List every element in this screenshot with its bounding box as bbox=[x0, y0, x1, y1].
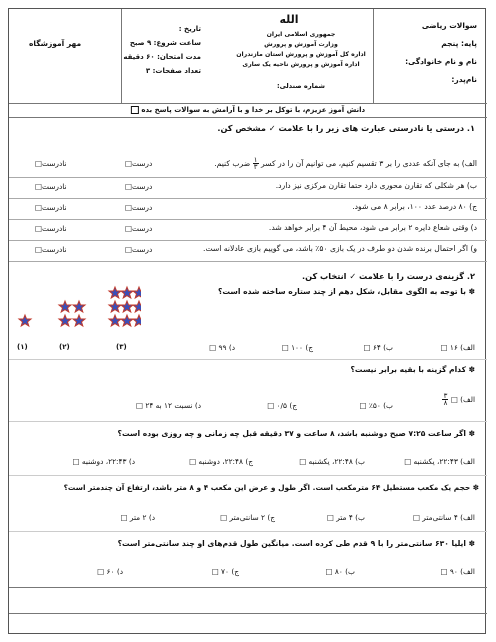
q2-title: ۲. گزینه‌ی درست را با علامت ✓ انتخاب کن. bbox=[301, 271, 475, 281]
option-a[interactable]: الف) ۴ سانتی‌متر □ bbox=[412, 513, 475, 522]
q1-item-text: ج) ۸۰ درصد عدد ۱۰۰، برابر ۸ می شود. bbox=[352, 202, 477, 211]
true-checkbox[interactable]: درست□ bbox=[125, 203, 153, 212]
star-icon bbox=[19, 315, 31, 326]
student-name-field: نام و نام خانوادگی: bbox=[405, 57, 477, 66]
emblem-icon: الله bbox=[279, 13, 299, 26]
q1-row bbox=[9, 151, 487, 178]
grade-label: پایه: پنجم bbox=[441, 39, 477, 48]
star-icon bbox=[121, 287, 133, 298]
option-d[interactable]: د) ۲ متر □ bbox=[120, 513, 155, 522]
q1-title: ۱. درستی یا نادرستی عبارت های زیر را با علامت ✓ مشخص کن. bbox=[217, 123, 475, 133]
page-count: تعداد صفحات: ۳ bbox=[145, 67, 201, 75]
option-b[interactable]: ب) ۲۲:۴۸، یکشنبه □ bbox=[299, 457, 365, 466]
header-line: وزارت آموزش و پرورش bbox=[264, 41, 338, 48]
fraction: $\frac{۳}{۸}$ bbox=[443, 392, 448, 408]
option-a[interactable]: الف) ۲۲:۴۳، یکشنبه □ bbox=[404, 457, 475, 466]
option-d[interactable]: د) ۲۲:۴۳، دوشنبه □ bbox=[72, 457, 135, 466]
star-pattern bbox=[11, 281, 141, 351]
header-line: جمهوری اسلامی ایران bbox=[266, 31, 336, 38]
exam-duration: مدت امتحان: ۶۰ دقیقه bbox=[123, 53, 201, 61]
option-a[interactable]: الف) ۱۶ □ bbox=[440, 343, 475, 352]
star-icon bbox=[109, 287, 121, 298]
option-c[interactable]: ج) ۲ سانتی‌متر □ bbox=[220, 513, 275, 522]
star-icon bbox=[73, 301, 85, 312]
option-b[interactable]: ب) ۸۰ □ bbox=[325, 567, 355, 576]
option-a[interactable]: الف) □ $\frac{۳}{۸}$ bbox=[443, 392, 475, 408]
q1-row bbox=[9, 219, 487, 241]
subject-label: سوالات ریاضی bbox=[421, 21, 477, 30]
option-c[interactable]: ج) ۱۰۰ □ bbox=[281, 343, 313, 352]
star-icon bbox=[121, 315, 133, 326]
star-icon bbox=[133, 301, 141, 312]
star-icon bbox=[133, 315, 141, 326]
q1-item-text: د) وقتی شعاع دایره ۲ برابر می شود، محیط آن ۴ برابر خواهد شد. bbox=[268, 223, 477, 232]
true-checkbox[interactable]: درست□ bbox=[125, 159, 153, 168]
false-checkbox[interactable]: نادرست□ bbox=[35, 245, 67, 254]
seat-number-field: شماره صندلی: bbox=[276, 82, 326, 90]
divider bbox=[9, 613, 487, 614]
q1-row bbox=[9, 177, 487, 199]
start-time: ساعت شروع: ۹ صبح bbox=[129, 39, 201, 47]
divider bbox=[9, 421, 487, 422]
header-divider bbox=[121, 9, 122, 103]
false-checkbox[interactable]: نادرست□ bbox=[35, 224, 67, 233]
divider bbox=[9, 359, 487, 360]
header-divider bbox=[373, 9, 374, 103]
true-checkbox[interactable]: درست□ bbox=[125, 182, 153, 191]
star-icon bbox=[133, 287, 141, 298]
q1-item-text: الف) به جای آنکه عددی را بر ۳ تقسیم کنیم، می توانیم آن را در کسر $\frac{۱}{۳}$ ضرب کنیم. bbox=[214, 156, 477, 172]
star-icon bbox=[109, 315, 121, 326]
checkbox-icon bbox=[131, 106, 139, 114]
false-checkbox[interactable]: نادرست□ bbox=[35, 203, 67, 212]
star-icon bbox=[59, 315, 71, 326]
option-d[interactable]: د) ۹۹ □ bbox=[209, 343, 235, 352]
pattern-label: (۳) bbox=[116, 343, 127, 351]
q2-sub-question: ✽ حجم یک مکعب مستطیل ۶۴ مترمکعب است. اگر طول و عرض این مکعب ۴ و ۸ متر باشد، ارتفاع آن چندمتر است؟ bbox=[63, 483, 479, 492]
q1-item-text: و) اگر احتمال برنده شدن دو طرف در یک بازی ۵۰٪ باشد، می گوییم بازی عادلانه است. bbox=[203, 244, 477, 253]
star-icon bbox=[121, 301, 133, 312]
star-icon bbox=[109, 301, 121, 312]
divider bbox=[9, 531, 487, 532]
date-field: تاریخ : bbox=[178, 25, 201, 33]
school-seal-label: مهر آموزشگاه bbox=[29, 39, 82, 48]
q1-row bbox=[9, 240, 487, 262]
q2-sub-question: ✽ ایلیا ۶۳۰ سانتی‌متر را با ۹ قدم طی کرده است. میانگین طول قدم‌های او چند سانتی‌متر است؟ bbox=[117, 539, 475, 548]
header-line: اداره کل آموزش و پرورش استان مازندران bbox=[236, 51, 366, 58]
option-c[interactable]: ج) ۰/۵ □ bbox=[267, 401, 297, 410]
father-name-field: نام‌پدر: bbox=[451, 75, 477, 84]
pattern-label: (۱) bbox=[17, 343, 28, 351]
q1-item-text: ب) هر شکلی که تقارن محوری دارد حتما تقارن مرکزی نیز دارد. bbox=[275, 181, 477, 190]
true-checkbox[interactable]: درست□ bbox=[125, 224, 153, 233]
option-d[interactable]: د) نسبت ۱۲ به ۲۴ □ bbox=[136, 401, 201, 410]
star-icon bbox=[59, 301, 71, 312]
q1-row bbox=[9, 198, 487, 220]
q2-sub-question: ✽ اگر ساعت ۷:۲۵ صبح دوشنبه باشد، ۸ ساعت و ۳۷ دقیقه قبل چه زمانی و چه روزی بوده است؟ bbox=[117, 429, 475, 438]
divider bbox=[9, 587, 487, 588]
q2-sub-question: ✽ کدام گزینه با بقیه برابر نیست؟ bbox=[350, 365, 475, 374]
true-checkbox[interactable]: درست□ bbox=[125, 245, 153, 254]
exam-page bbox=[8, 8, 486, 634]
motto-bottom-line bbox=[9, 117, 487, 118]
motto: دانش آموز عزیزم، با توکل بر خدا و با آرامش به سوالات پاسخ بده bbox=[131, 106, 365, 114]
option-c[interactable]: ج) ۲۲:۴۸، دوشنبه □ bbox=[189, 457, 253, 466]
option-b[interactable]: ب) ۴ متر □ bbox=[326, 513, 365, 522]
fraction: $\frac{۱}{۳}$ bbox=[253, 156, 258, 172]
false-checkbox[interactable]: نادرست□ bbox=[35, 159, 67, 168]
header-bottom-line bbox=[9, 103, 487, 104]
option-d[interactable]: د) ۶۰ □ bbox=[97, 567, 123, 576]
option-b[interactable]: ب) ۵۰٪ □ bbox=[359, 401, 393, 410]
option-c[interactable]: ج) ۷۰ □ bbox=[211, 567, 239, 576]
option-a[interactable]: الف) ۹۰ □ bbox=[440, 567, 475, 576]
pattern-label: (۲) bbox=[59, 343, 70, 351]
divider bbox=[9, 475, 487, 476]
false-checkbox[interactable]: نادرست□ bbox=[35, 182, 67, 191]
q2-sub-question: ✽ با توجه به الگوی مقابل، شکل دهم از چند ستاره ساخته شده است؟ bbox=[217, 287, 475, 296]
option-b[interactable]: ب) ۶۴ □ bbox=[363, 343, 393, 352]
star-icon bbox=[73, 315, 85, 326]
header-line: اداره آموزش و پرورش ناحیه یک ساری bbox=[242, 61, 360, 68]
